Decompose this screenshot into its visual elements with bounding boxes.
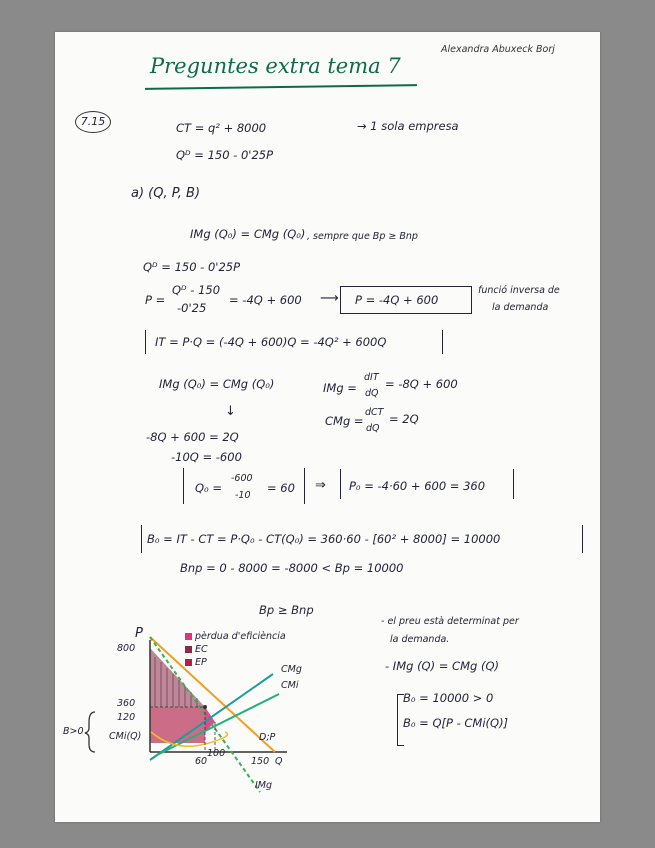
- inverse-rhs: = -4Q + 600: [229, 293, 302, 307]
- legend-label: EP: [195, 656, 207, 668]
- single-firm-note: → 1 sola empresa: [357, 119, 459, 133]
- note-line-3: - IMg (Q) = CMg (Q): [385, 659, 499, 673]
- legend-swatch: [185, 646, 192, 653]
- demand-function: Qᴰ = 150 - 0'25P: [176, 148, 274, 162]
- demand-label: D;P: [259, 732, 276, 743]
- legend-label: EC: [195, 643, 208, 655]
- inverse-denominator: -0'25: [177, 301, 207, 315]
- img-label: IMg: [255, 780, 273, 791]
- tick-60: 60: [195, 756, 208, 767]
- quantity-rhs: = 60: [267, 481, 295, 495]
- monopoly-diagram: [55, 32, 600, 822]
- tick-120: 120: [117, 712, 136, 723]
- tick-150: 150: [251, 756, 270, 767]
- mr-numerator: dIT: [364, 372, 379, 383]
- mc-lhs: CMg =: [325, 414, 364, 428]
- inverse-lhs: P =: [145, 293, 166, 307]
- profit-result: B₀ = IT - CT = P·Q₀ - CT(Q₀) = 360·60 - [60² + 8000] = 10000: [147, 532, 501, 546]
- legend-item-ec: [185, 643, 286, 656]
- note-line-4: B₀ = 10000 > 0: [403, 691, 494, 705]
- author-name: Alexandra Abuxeck Borj: [441, 44, 555, 55]
- brace-label: B>0: [63, 726, 84, 737]
- optimality-condition: IMg (Q₀) = CMg (Q₀): [190, 227, 306, 241]
- profit-brace: [85, 712, 95, 752]
- mr-rhs: = -8Q + 600: [385, 377, 458, 391]
- inverse-numerator: Qᴰ - 150: [172, 283, 221, 297]
- monopoly-point: [203, 705, 207, 709]
- graph-title: Bp ≥ Bnp: [259, 603, 314, 617]
- note-line-5: B₀ = Q[P - CMi(Q)]: [403, 716, 509, 730]
- mc-numerator: dCT: [365, 407, 384, 418]
- graph-legend: [185, 630, 286, 669]
- part-a-label: a) (Q, P, B): [131, 186, 201, 201]
- mc-rhs: = 2Q: [389, 412, 419, 426]
- inverse-note-1: funció inversa de: [478, 285, 560, 296]
- note-line-1: - el preu està determinat per: [381, 616, 519, 627]
- legend-item-ep: [185, 656, 286, 669]
- legend-item-deadweight: [185, 630, 286, 643]
- note-line-2: la demanda.: [390, 634, 450, 645]
- cmg-label: CMg: [281, 664, 302, 675]
- mr-denominator: dQ: [365, 388, 379, 399]
- mr-lhs: IMg =: [323, 381, 357, 395]
- down-arrow: ↓: [225, 404, 236, 419]
- total-revenue: IT = P·Q = (-4Q + 600)Q = -4Q² + 600Q: [155, 335, 387, 349]
- cmi-label: CMi: [281, 680, 299, 691]
- no-produce-profit: Bnp = 0 - 8000 = -8000 < Bp = 10000: [180, 561, 404, 575]
- optimality-note: , sempre que Bp ≥ Bnp: [307, 231, 418, 242]
- inverse-arrow: ⟶: [320, 291, 339, 306]
- cost-function: CT = q² + 8000: [176, 121, 267, 135]
- tick-360: 360: [117, 698, 136, 709]
- inverse-note-2: la demanda: [492, 302, 549, 313]
- demand-repeat: Qᴰ = 150 - 0'25P: [143, 260, 241, 274]
- implies-arrow: ⇒: [315, 478, 326, 493]
- solve-step-1: -8Q + 600 = 2Q: [146, 430, 239, 444]
- legend-swatch: [185, 659, 192, 666]
- legend-label: pèrdua d'eficiència: [195, 630, 286, 642]
- quantity-numerator: -600: [231, 473, 253, 484]
- tick-cmi: CMi(Q): [109, 731, 142, 742]
- tick-100: 100: [207, 748, 226, 759]
- problem-number: 7.15: [75, 111, 111, 133]
- mr-equals-mc: IMg (Q₀) = CMg (Q₀): [159, 377, 275, 391]
- mc-denominator: dQ: [366, 423, 380, 434]
- price-result: P₀ = -4·60 + 600 = 360: [349, 479, 486, 493]
- inverse-boxed: P = -4Q + 600: [355, 293, 439, 307]
- y-axis-label: P: [135, 626, 143, 641]
- page-title: Preguntes extra tema 7: [150, 54, 401, 78]
- x-axis-label: Q: [275, 756, 283, 767]
- notebook-page: [55, 32, 600, 822]
- quantity-denominator: -10: [235, 490, 251, 501]
- quantity-lhs: Q₀ =: [195, 481, 222, 495]
- solve-step-2: -10Q = -600: [171, 450, 242, 464]
- tick-800: 800: [117, 643, 136, 654]
- legend-swatch: [185, 633, 192, 640]
